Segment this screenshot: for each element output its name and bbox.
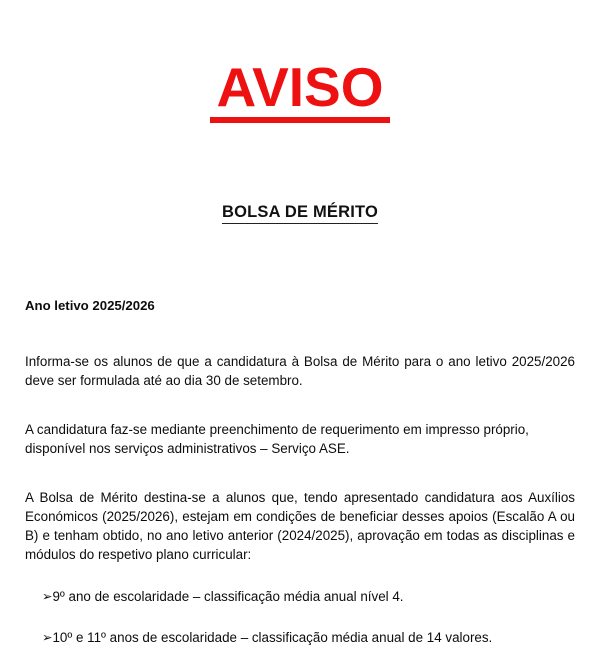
list-item-label: 10º e 11º anos de escolaridade – classificação média anual de 14 valores.	[52, 630, 493, 646]
school-year-label: Ano letivo 2025/2026	[25, 297, 155, 313]
paragraph-application-deadline: Informa-se os alunos de que a candidatura à Bolsa de Mérito para o ano letivo 2025/2026 deve ser formulada até ao dia 30 de setembro.	[25, 353, 575, 388]
document-subtitle: BOLSA DE MÉRITO	[222, 203, 378, 224]
page-title: AVISO	[210, 59, 389, 123]
criteria-list	[25, 587, 575, 647]
list-item	[25, 628, 575, 647]
paragraph-eligibility: A Bolsa de Mérito destina-se a alunos que, tendo apresentado candidatura aos Auxílios Económicos (2025/2026), estejam em condições de beneficiar desses apoios (Escalão A ou B) e tenham obtido, no ano letivo anterior (2024/2025), aprovação em todas as disciplinas e módulos do respetivo plano curricular:	[25, 489, 575, 563]
arrowhead-bullet-icon: ➢	[42, 589, 53, 604]
document-subtitle-container	[25, 189, 575, 237]
paragraph-application-procedure: A candidatura faz-se mediante preenchimento de requerimento em impresso próprio, disponível nos serviços administrativos – Serviço ASE.	[25, 421, 529, 456]
list-item	[25, 587, 575, 606]
list-item-label: 9º ano de escolaridade – classificação média anual nível 4.	[52, 589, 404, 605]
document-title-container	[25, 0, 575, 159]
arrowhead-bullet-icon: ➢	[42, 630, 53, 645]
